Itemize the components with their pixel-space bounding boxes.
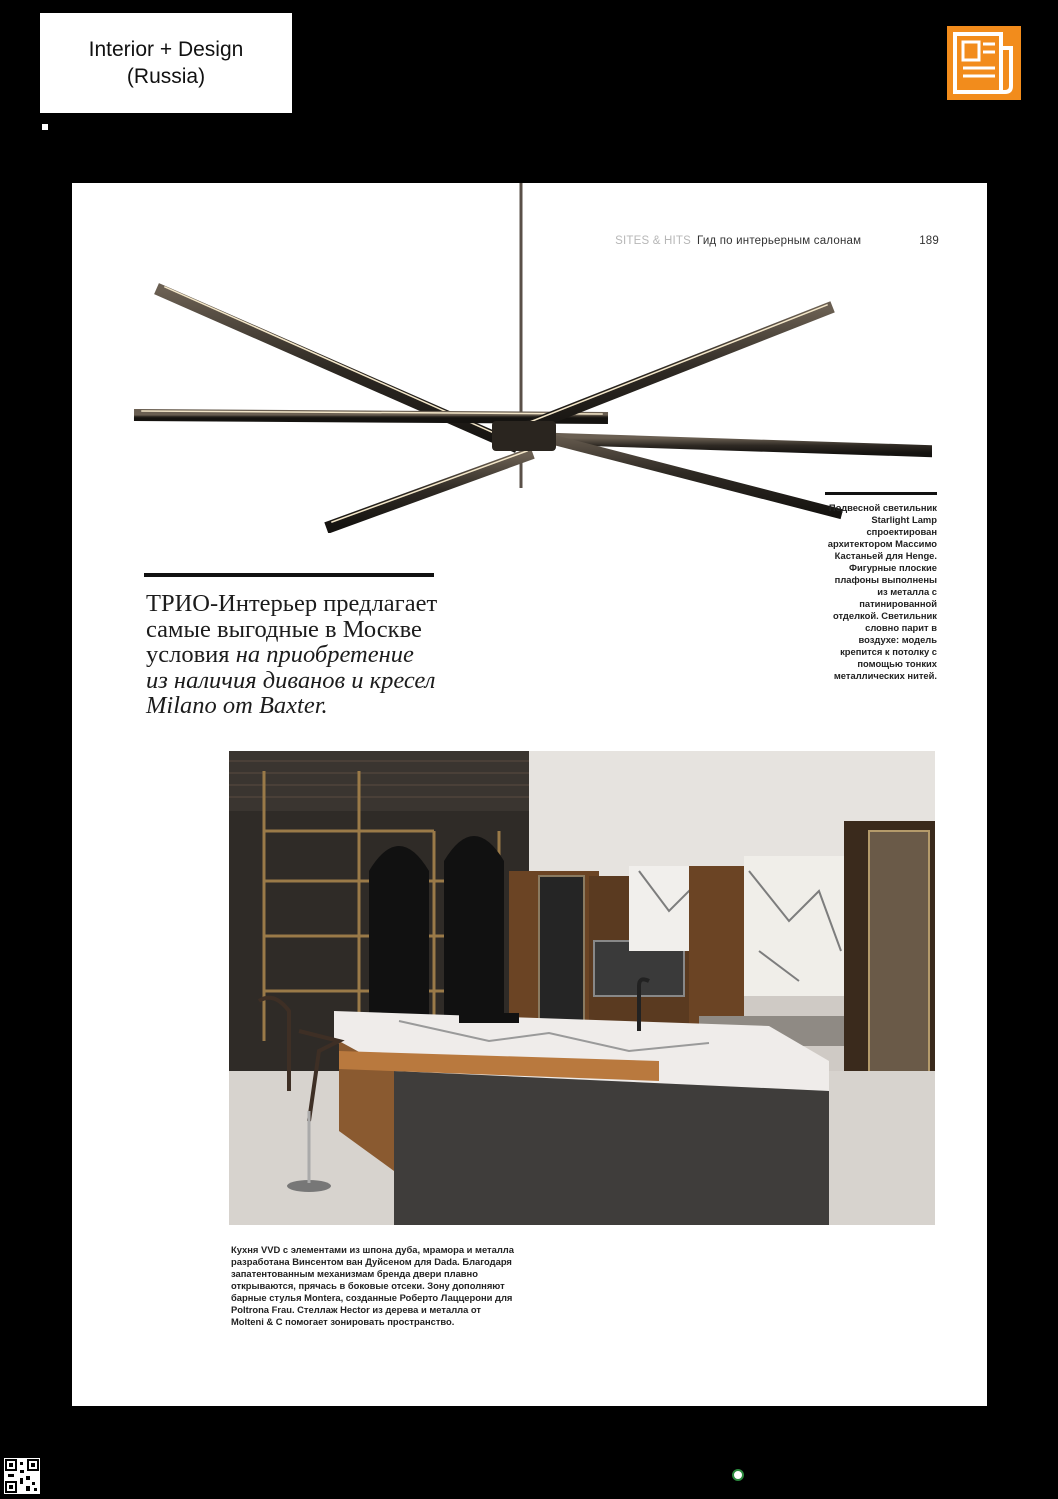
- headline-rule: [144, 573, 434, 577]
- circle-icon[interactable]: [732, 1469, 744, 1481]
- headline-line: из наличия диванов и кресел: [146, 666, 436, 694]
- publication-label: [40, 13, 292, 113]
- section-title: Гид по интерьерным салонам: [697, 235, 862, 247]
- page-number: 189: [919, 235, 939, 247]
- newspaper-icon[interactable]: [947, 26, 1021, 100]
- starlight-lamp-photo: [132, 183, 932, 533]
- headline-italic-text: на приобретение: [235, 641, 414, 668]
- section-name: SITES & HITS: [615, 235, 692, 247]
- headline-text: условия: [146, 641, 236, 668]
- headline-line: Milano от Baxter.: [146, 692, 328, 719]
- corner-mark: [42, 124, 48, 130]
- publication-country: (Russia): [126, 65, 206, 88]
- headline-line: [146, 642, 476, 668]
- headline-line: ТРИО-Интерьер предлагает: [146, 590, 438, 617]
- headline: [146, 591, 476, 719]
- kitchen-photo: [229, 751, 935, 1225]
- qr-code-icon[interactable]: [4, 1458, 40, 1494]
- publication-name: Interior + Design: [88, 38, 244, 61]
- headline-line: самые выгодные в Москве: [146, 615, 422, 643]
- kitchen-caption: Кухня VVD с элементами из шпона дуба, мрамора и металла разработана Винсентом ван Дуйсеном для Dada. Благодаря запатентованным механизмам бренда двери плавно открываются, прячась в боковые отсеки. Зону дополняют барные стулья Montera, созданные Роберто Лаццерони для Poltrona Frau. Стеллаж Hector из дерева и металла от Molteni & C помогает зонировать пространство.: [231, 1244, 514, 1327]
- magazine-page: [72, 183, 987, 1406]
- lamp-caption: Подвесной светильник Starlight Lamp спроектирован архитектором Массимо Кастаньей для Henge. Фигурные плоские плафоны выполнены из металла с патинированной отделкой. Светильник словно парит в воздухе: модель крепится к потолку с помощью тонких металлических нитей.: [825, 492, 937, 682]
